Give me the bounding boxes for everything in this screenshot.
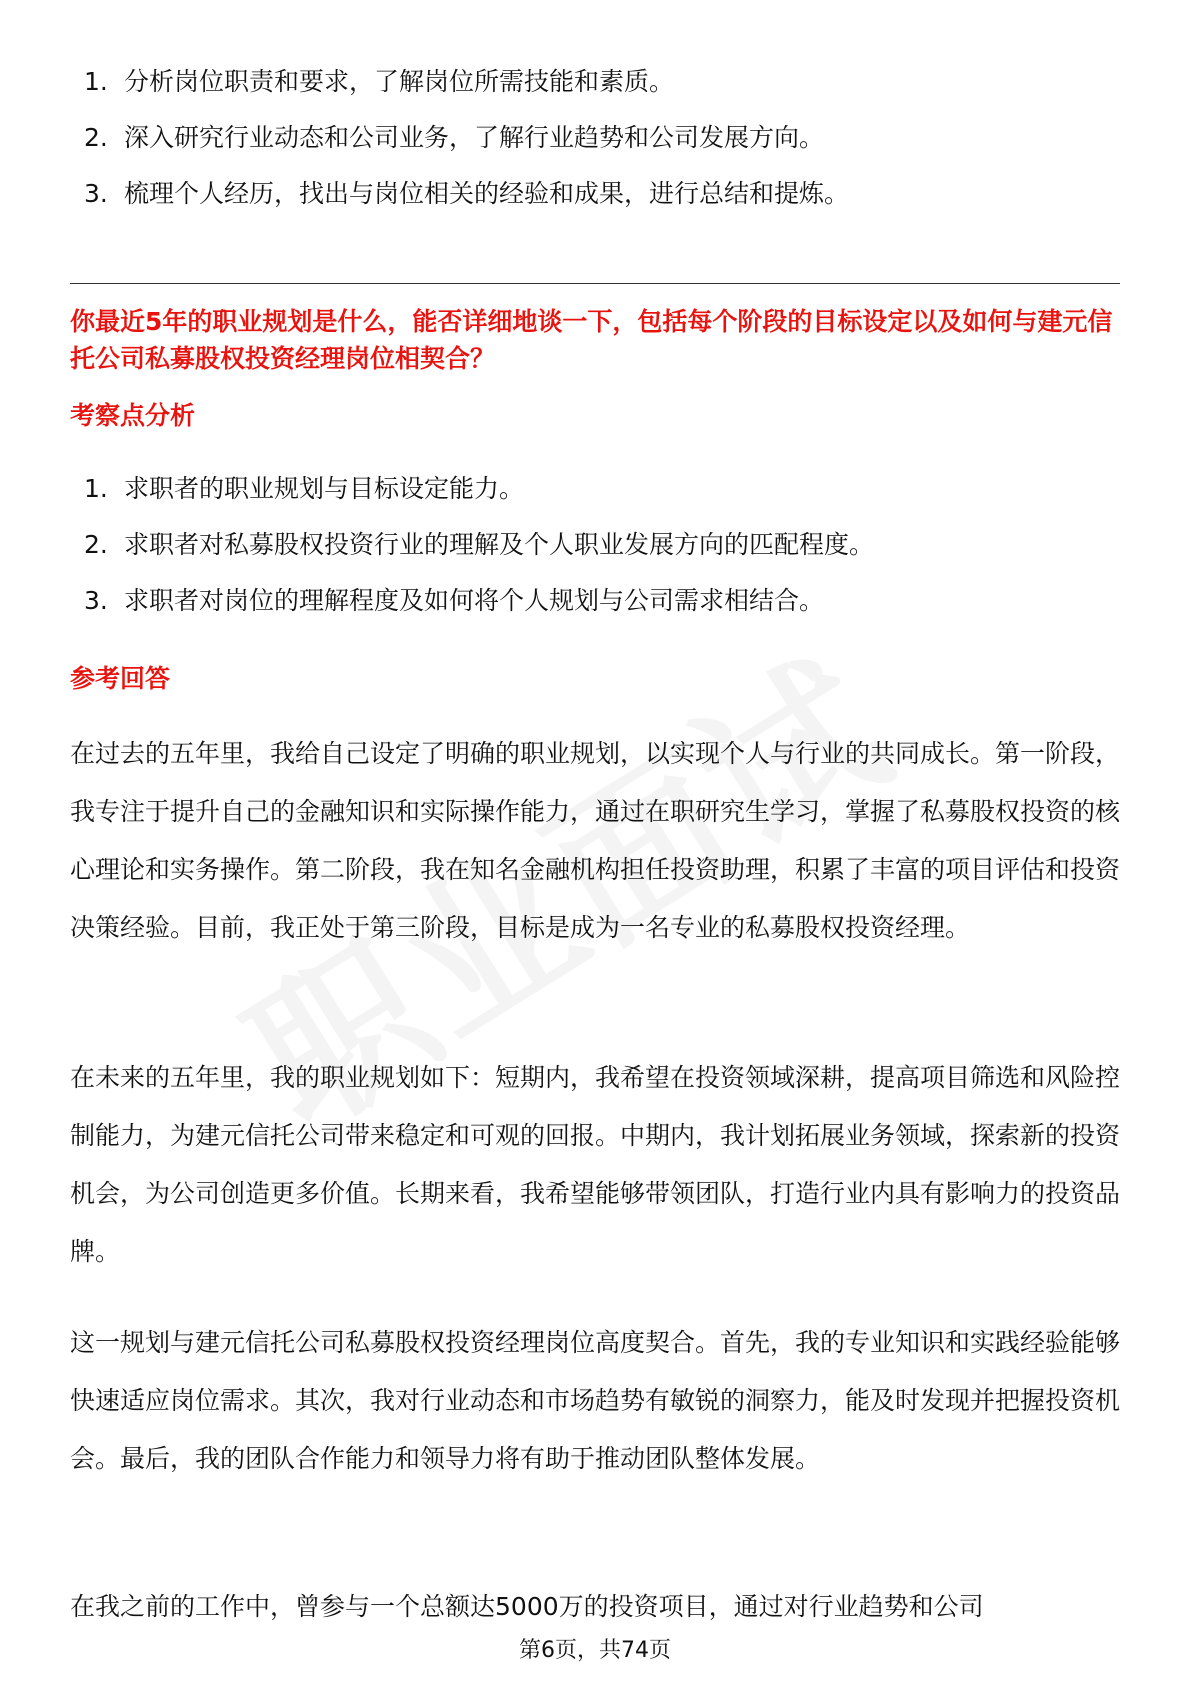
list-number: 1. — [84, 67, 108, 96]
list-number: 3. — [84, 179, 108, 208]
analysis-list — [84, 471, 1114, 639]
list-item — [84, 471, 1114, 507]
list-text: 深入研究行业动态和公司业务，了解行业趋势和公司发展方向。 — [124, 123, 825, 152]
interview-question: 你最近5年的职业规划是什么，能否详细地谈一下，包括每个阶段的目标设定以及如何与建元信托公司私募股权投资经理岗位相契合？ — [70, 307, 1113, 373]
list-item — [84, 120, 1114, 156]
list-text: 求职者的职业规划与目标设定能力。 — [124, 474, 525, 503]
list-text: 梳理个人经历，找出与岗位相关的经验和成果，进行总结和提炼。 — [124, 179, 850, 208]
preparation-list — [84, 64, 1114, 232]
list-text: 求职者对私募股权投资行业的理解及个人职业发展方向的匹配程度。 — [124, 530, 875, 559]
list-number: 2. — [84, 530, 108, 559]
list-item — [84, 176, 1114, 212]
list-item — [84, 583, 1114, 619]
answer-heading: 参考回答 — [70, 664, 171, 693]
list-item — [84, 64, 1114, 100]
list-item — [84, 527, 1114, 563]
answer-paragraph: 这一规划与建元信托公司私募股权投资经理岗位高度契合。首先，我的专业知识和实践经验能够快速适应岗位需求。其次，我对行业动态和市场趋势有敏锐的洞察力，能及时发现并把握投资机会。最后，我的团队合作能力和领导力将有助于推动团队整体发展。 — [70, 1328, 1121, 1473]
page-number: 第6页，共74页 — [519, 1638, 671, 1663]
list-number: 3. — [84, 586, 108, 615]
answer-paragraph: 在未来的五年里，我的职业规划如下：短期内，我希望在投资领域深耕，提高项目筛选和风险控制能力，为建元信托公司带来稳定和可观的回报。中期内，我计划拓展业务领域，探索新的投资机会，为公司创造更多价值。长期来看，我希望能够带领团队，打造行业内具有影响力的投资品牌。 — [70, 1063, 1121, 1266]
list-text: 分析岗位职责和要求，了解岗位所需技能和素质。 — [124, 67, 675, 96]
list-number: 2. — [84, 123, 108, 152]
list-text: 求职者对岗位的理解程度及如何将个人规划与公司需求相结合。 — [124, 586, 825, 615]
answer-paragraph: 在过去的五年里，我给自己设定了明确的职业规划，以实现个人与行业的共同成长。第一阶段，我专注于提升自己的金融知识和实际操作能力，通过在职研究生学习，掌握了私募股权投资的核心理论和实务操作。第二阶段，我在知名金融机构担任投资助理，积累了丰富的项目评估和投资决策经验。目前，我正处于第三阶段，目标是成为一名专业的私募股权投资经理。 — [70, 739, 1121, 942]
answer-paragraph: 在我之前的工作中，曾参与一个总额达5000万的投资项目，通过对行业趋势和公司 — [70, 1592, 984, 1621]
section-divider — [70, 283, 1120, 284]
list-number: 1. — [84, 474, 108, 503]
analysis-heading: 考察点分析 — [70, 401, 196, 430]
